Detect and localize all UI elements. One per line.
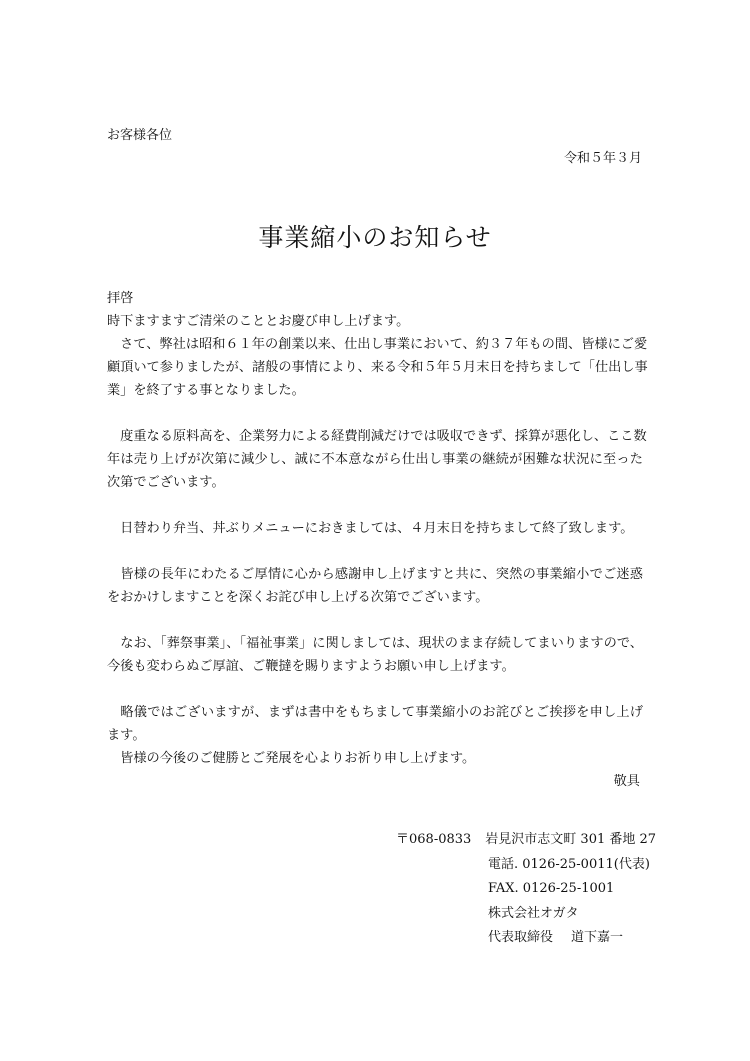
paragraph-line: 業」を終了する事となりました。 <box>107 383 305 398</box>
paragraph-line: 略儀ではございますが、まずは書中をもちまして事業縮小のお詫びとご挨拶を申し上げ <box>107 705 643 720</box>
representative-role: 代表取締役 <box>488 930 554 945</box>
paragraph-line: なお、「葬祭事業」、「福祉事業」に関しましては、現状のまま存続してまいりますので、 <box>107 636 643 651</box>
paragraph-closing-remarks <box>107 701 643 770</box>
paragraph-line: 日替わり弁当、丼ぶりメニューにおきましては、４月末日を持ちまして終了致します。 <box>107 521 634 536</box>
paragraph-reason <box>107 425 647 494</box>
salutation: 拝啓 <box>107 291 134 306</box>
document-title: 事業縮小のお知らせ <box>258 223 492 252</box>
paragraph-line: 次第でございます。 <box>107 475 225 490</box>
seasonal-greeting: 時下ますますご清栄のこととお慶び申し上げます。 <box>107 314 410 329</box>
paragraph-line: 年は売り上げが次第に減少し、誠に不本意ながら仕出し事業の継続が困難な状況に至った <box>107 452 643 467</box>
paragraph-line: 今後も変わらぬご厚誼、ご鞭撻を賜りますようお願い申し上げます。 <box>107 659 515 674</box>
paragraph-gap <box>107 402 643 425</box>
paragraph-gap <box>107 540 643 563</box>
closing-phrase: 敬具 <box>613 774 640 789</box>
fax-number: FAX. 0126-25-1001 <box>488 881 615 896</box>
letter-body <box>107 287 648 793</box>
paragraph-gap <box>107 494 643 517</box>
representative-name: 道下嘉一 <box>571 930 624 945</box>
paragraph-line: をおかけしますことを深くお詫び申し上げる次第でございます。 <box>107 590 489 605</box>
paragraph-apology <box>107 563 643 609</box>
paragraph-line: 顧頂いて参りましたが、諸般の事情により、来る令和５年５月末日を持ちまして「仕出し事 <box>107 360 648 375</box>
paragraph-line: さて、弊社は昭和６１年の創業以来、仕出し事業において、約３７年もの間、皆様にご愛 <box>107 337 648 352</box>
company-name: 株式会社オガタ <box>488 905 579 921</box>
phone-number: 電話. 0126-25-0011(代表) <box>488 856 650 872</box>
paragraph-line: 度重なる原料高を、企業努力による経費削減だけでは吸収できず、採算が悪化し、ここ数 <box>107 429 647 444</box>
letter-date: 令和５年３月 <box>563 151 642 166</box>
sender-address-line <box>396 828 656 853</box>
street-address: 岩見沢市志文町 301 番地 27 <box>485 832 657 847</box>
paragraph-gap <box>107 609 643 632</box>
paragraph-business-end <box>107 333 648 402</box>
postal-code: 〒068-0833 <box>396 832 472 847</box>
paragraph-line: 皆様の今後のご健勝とご発展を心よりお祈り申し上げます。 <box>107 751 476 766</box>
sender-block <box>396 828 656 951</box>
paragraph-gap <box>107 678 643 701</box>
paragraph-line: ます。 <box>107 728 146 743</box>
paragraph-line: 皆様の長年にわたるご厚情に心から感謝申し上げますと共に、突然の事業縮小でご迷惑 <box>107 567 643 582</box>
paragraph-lunch-menu <box>107 517 643 540</box>
addressee: お客様各位 <box>107 128 173 143</box>
paragraph-continuing-services <box>107 632 643 678</box>
representative-line <box>396 926 656 951</box>
